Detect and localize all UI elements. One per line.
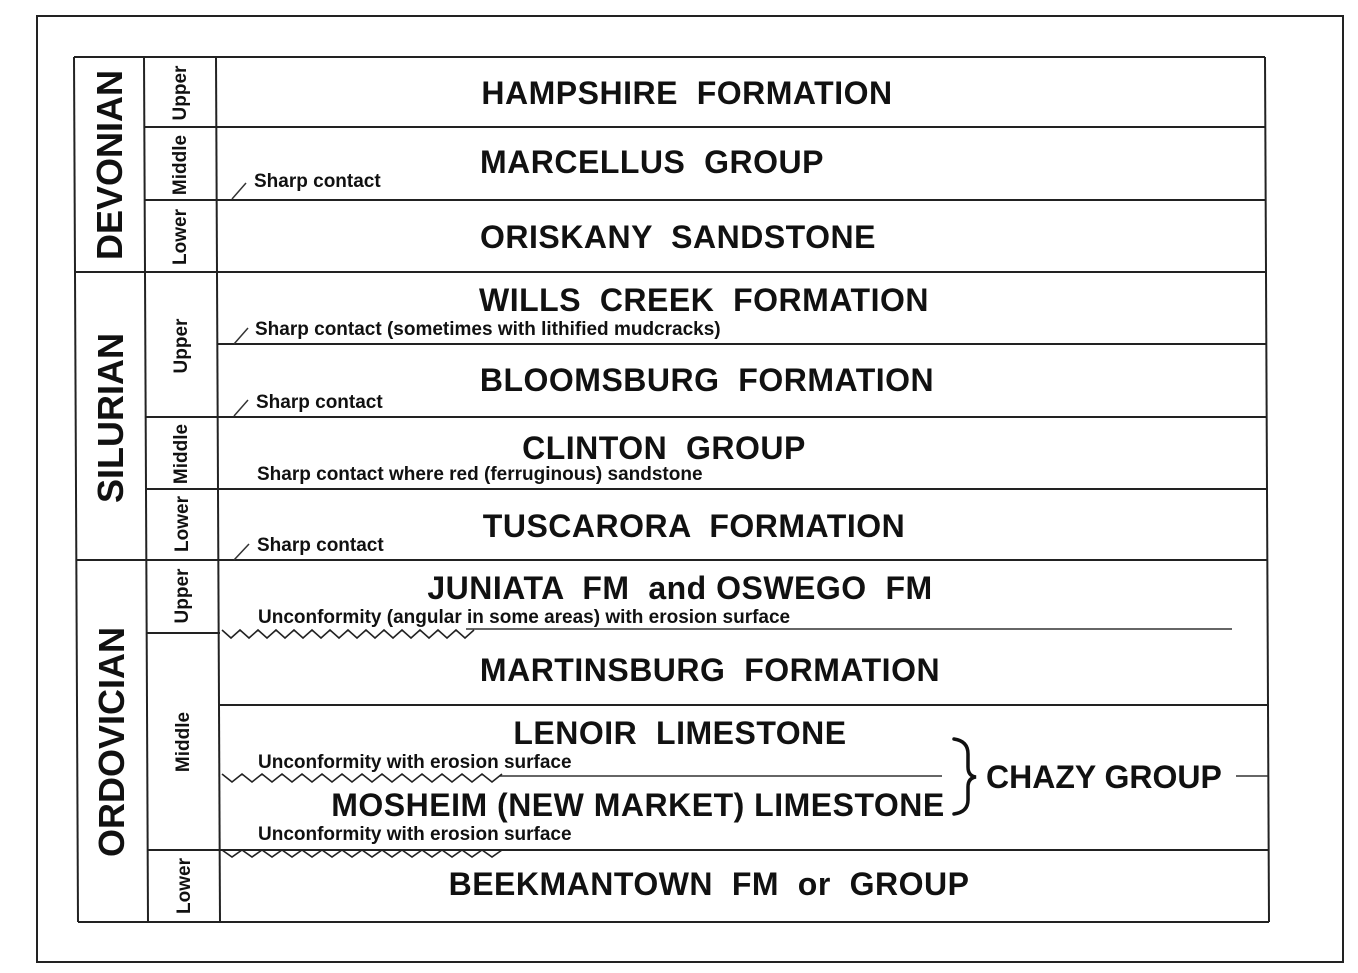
contact-note-wills-creek: Sharp contact (sometimes with lithified mudcracks) xyxy=(255,319,721,340)
formation-martinsburg: MARTINSBURG FORMATION xyxy=(479,652,941,688)
chazy-group-label: CHAZY GROUP xyxy=(986,759,1222,795)
formation-beekmantown: BEEKMANTOWN FM or GROUP xyxy=(448,866,970,902)
contact-note-tuscarora: Sharp contact xyxy=(257,535,384,556)
period-ordovician: ORDOVICIAN xyxy=(91,626,132,858)
formation-lenoir: LENOIR LIMESTONE xyxy=(513,715,847,751)
erosion-surface-mosheim xyxy=(222,850,502,857)
contact-note-mosheim: Unconformity with erosion surface xyxy=(258,824,572,845)
epoch-ordovician-upper: Upper xyxy=(172,568,193,624)
contact-note-bloomsburg: Sharp contact xyxy=(256,392,383,413)
epoch-ordovician-lower: Lower xyxy=(174,858,195,914)
epoch-devonian-middle: Middle xyxy=(170,134,191,196)
formation-mosheim: MOSHEIM (NEW MARKET) LIMESTONE xyxy=(331,787,945,823)
epoch-devonian-lower: Lower xyxy=(170,209,191,265)
formation-oriskany: ORISKANY SANDSTONE xyxy=(480,219,876,255)
epoch-silurian-middle: Middle xyxy=(171,423,192,485)
formation-marcellus: MARCELLUS GROUP xyxy=(480,144,824,180)
epoch-silurian-upper: Upper xyxy=(171,318,192,374)
period-devonian: DEVONIAN xyxy=(89,69,130,261)
epoch-ordovician-middle: Middle xyxy=(173,711,194,773)
period-silurian: SILURIAN xyxy=(90,333,131,503)
formation-hampshire: HAMPSHIRE FORMATION xyxy=(481,75,893,111)
formation-bloomsburg: BLOOMSBURG FORMATION xyxy=(479,362,935,398)
contact-note-juniata: Unconformity (angular in some areas) with erosion surface xyxy=(258,607,791,628)
contact-ticks xyxy=(232,183,249,560)
formation-juniata-oswego: JUNIATA FM and OSWEGO FM xyxy=(427,570,933,606)
contact-note-clinton: Sharp contact where red (ferruginous) sandstone xyxy=(257,464,703,485)
epoch-silurian-lower: Lower xyxy=(172,496,193,552)
erosion-surface-juniata xyxy=(222,630,474,638)
contact-note-marcellus: Sharp contact xyxy=(254,171,381,192)
formation-clinton: CLINTON GROUP xyxy=(522,430,806,466)
contact-note-lenoir: Unconformity with erosion surface xyxy=(258,752,572,773)
formation-wills-creek: WILLS CREEK FORMATION xyxy=(479,282,929,318)
formation-tuscarora: TUSCARORA FORMATION xyxy=(482,508,906,544)
chazy-brace-icon xyxy=(954,739,976,814)
erosion-surface-lenoir xyxy=(222,774,502,782)
epoch-devonian-upper: Upper xyxy=(170,65,191,121)
